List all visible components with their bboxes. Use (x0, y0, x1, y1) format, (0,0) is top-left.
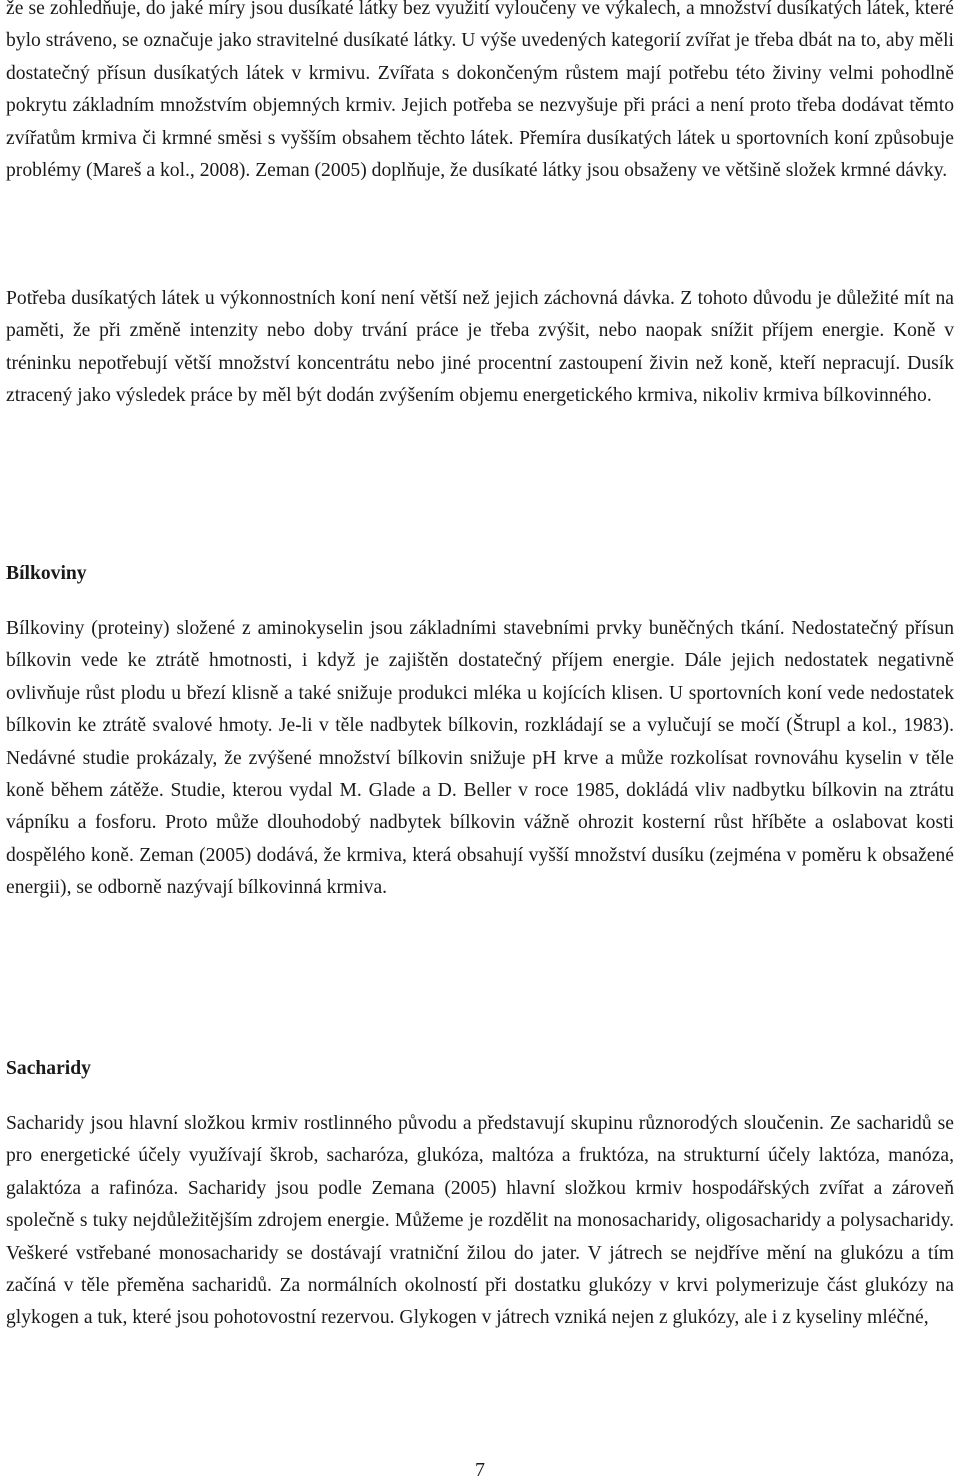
section-heading-saccharides: Sacharidy (6, 1058, 91, 1079)
paragraph-performance-horses: Potřeba dusíkatých látek u výkonnostních koní není větší než jejich záchovná dávka. Z tohoto důvodu je důležité mít na paměti, že při změně intenzity nebo doby trvání práce je třeba zvýšit, nebo naopak snížit příjem energie. Koně v tréninku nepotřebují větší množství koncentrátu nebo jiné procentní zastoupení živin než koně, kteří nepracují. Dusík ztracený jako výsledek práce by měl být dodán zvýšením objemu energetického krmiva, nikoliv krmiva bílkovinného. (6, 288, 954, 407)
paragraph-nitrogen-substances: že se zohledňuje, do jaké míry jsou dusíkaté látky bez využití vyloučeny ve výkalech, a množství dusíkatých látek, které bylo stráveno, se označuje jako stravitelné dusíkaté látky. U výše uvedených kategorií zvířat je třeba dbát na to, aby měli dostatečný přísun dusíkatých látek v krmivu. Zvířata s dokončeným růstem mají potřebu této živiny velmi pohodlně pokrytu základním množstvím objemných krmiv. Jejich potřeba se nezvyšuje při práci a není proto třeba dodávat těmto zvířatům krmiva či krmné směsi s vyšším obsahem těchto látek. Přemíra dusíkatých látek u sportovních koní způsobuje problémy (Mareš a kol., 2008). Zeman (2005) doplňuje, že dusíkaté látky jsou obsaženy ve většině složek krmné dávky. (6, 0, 954, 182)
paragraph-proteins: Bílkoviny (proteiny) složené z aminokyselin jsou základními stavebními prvky buněčných tkání. Nedostatečný přísun bílkovin vede ke ztrátě hmotnosti, i když je zajištěn dostatečný příjem energie. Dále jejich nedostatek negativně ovlivňuje růst plodu u březí klisně a také snižuje produkci mléka u kojících klisen. U sportovních koní vede nedostatek bílkovin ke ztrátě svalové hmoty. Je-li v těle nadbytek bílkovin, rozkládají se a vylučují se močí (Štrupl a kol., 1983). Nedávné studie prokázaly, že zvýšené množství bílkovin snižuje pH krve a může rozkolísat rovnováhu kyselin v těle koně během zátěže. Studie, kterou vydal M. Glade a D. Beller v roce 1985, dokládá vliv nadbytku bílkovin na ztrátu vápníku a fosforu. Proto může dlouhodobý nadbytek bílkovin vážně ohrozit kosterní růst hříběte a oslabovat kosti dospělého koně. Zeman (2005) dodává, že krmiva, která obsahují vyšší množství dusíku (zejména v poměru k obsažené energii), se odborně nazývají bílkovinná krmiva. (6, 618, 954, 899)
paragraph-saccharides: Sacharidy jsou hlavní složkou krmiv rostlinného původu a představují skupinu různorodých sloučenin. Ze sacharidů se pro energetické účely využívají škrob, sacharóza, glukóza, maltóza a fruktóza, na strukturní účely laktóza, manóza, galaktóza a rafinóza. Sacharidy jsou podle Zemana (2005) hlavní složkou krmiv hospodářských zvířat a zároveň společně s tuky nejdůležitějším zdrojem energie. Můžeme je rozdělit na monosacharidy, oligosacharidy a polysacharidy. Veškeré vstřebané monosacharidy se dostávají vratniční žilou do jater. V játrech se nejdříve mění na glukózu a tím začíná v těle přeměna sacharidů. Za normálních okolností při dostatku glukózy v krvi polymerizuje část glukózy na glykogen a tuk, které jsou pohotovostní rezervou. Glykogen v játrech vzniká nejen z glukózy, ale i z kyseliny mléčné, (6, 1113, 954, 1329)
section-heading-proteins: Bílkoviny (6, 563, 87, 584)
page-number: 7 (475, 1459, 485, 1481)
